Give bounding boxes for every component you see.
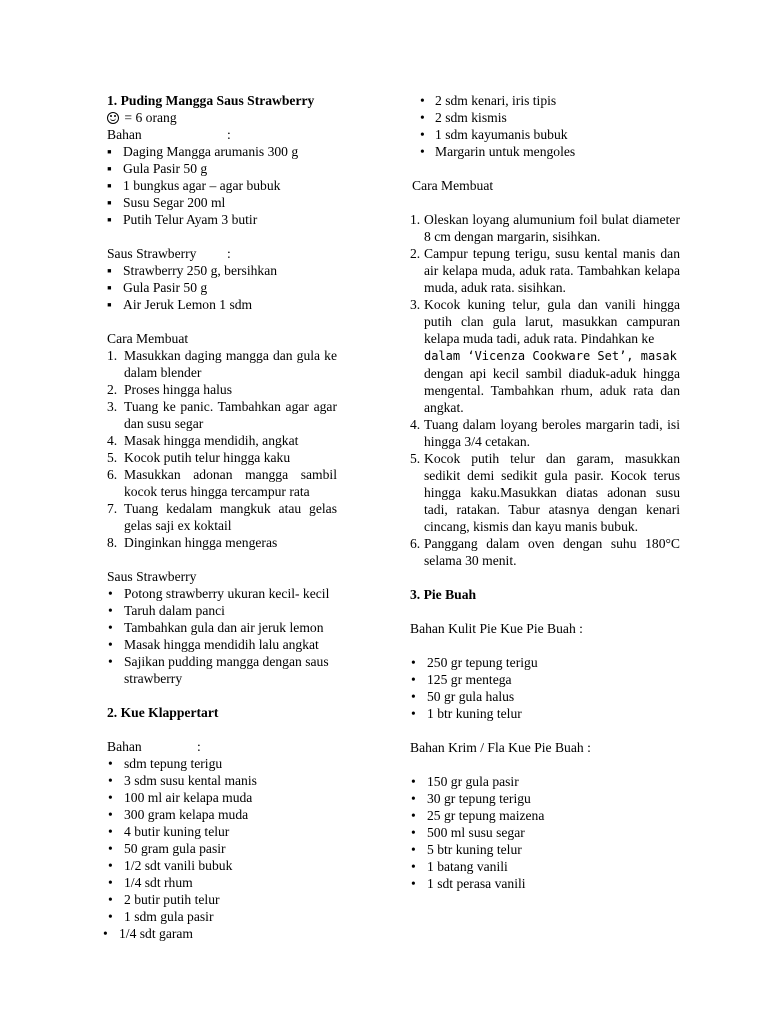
list-item: ▪ Putih Telur Ayam 3 butir: [107, 211, 337, 228]
step-item: [107, 432, 337, 449]
recipe-2-steps: [410, 211, 680, 569]
list-item: • 300 gram kelapa muda: [107, 806, 337, 823]
step-item: [410, 296, 680, 416]
recipe-2-bahan-list: [107, 755, 337, 925]
list-item: • 1 sdt perasa vanili: [410, 875, 680, 892]
step-text: Dinginkan hingga mengeras: [124, 535, 278, 550]
step-number: 5.: [107, 450, 118, 465]
step-number: 1.: [107, 348, 118, 363]
right-column: [410, 92, 680, 892]
step-item: [107, 347, 337, 381]
recipe-1-bahan-list: [107, 143, 337, 228]
recipe-1-bahan-label: Bahan :: [107, 127, 231, 142]
step-number: 2.: [410, 246, 421, 261]
list-item: • 125 gr mentega: [410, 671, 680, 688]
step-text-tail: dengan api kecil sambil diaduk-aduk hingga mengental. Tambahkan rhum, aduk rata dan angkat.: [424, 366, 680, 415]
recipe-1-steps: [107, 347, 337, 551]
list-item: • 1/4 sdt garam: [102, 925, 337, 942]
step-text: Tuang ke panic. Tambahkan agar agar dan susu segar: [124, 399, 337, 431]
list-item: • Tambahkan gula dan air jeruk lemon: [107, 619, 337, 636]
step-text: Kocok putih telur hingga kaku: [124, 450, 291, 465]
list-item: • 2 sdm kenari, iris tipis: [410, 92, 680, 109]
step-item: [107, 534, 337, 551]
serving-text: = 6 orang: [124, 110, 177, 125]
step-item: [410, 535, 680, 569]
step-item: [410, 211, 680, 245]
step-number: 5.: [410, 451, 421, 466]
list-item: • 25 gr tepung maizena: [410, 807, 680, 824]
step-number: 2.: [107, 382, 118, 397]
step-text: Tuang kedalam mangkuk atau gelas gelas saji ex koktail: [124, 501, 337, 533]
step-item: [107, 449, 337, 466]
step-item: [410, 416, 680, 450]
list-item: ▪ 1 bungkus agar – agar bubuk: [107, 177, 337, 194]
step-text: Masukkan adonan mangga sambil kocok terus hingga tercampur rata: [124, 467, 337, 499]
list-item: • 50 gram gula pasir: [107, 840, 337, 857]
step-number: 8.: [107, 535, 118, 550]
list-item: • 1/2 sdt vanili bubuk: [107, 857, 337, 874]
step-text: Kocok kuning telur, gula dan vanili hingga putih clan gula larut, masukkan campuran kelapa muda tadi, aduk rata. Pindahkan ke: [424, 297, 680, 346]
recipe-2-cara-label: Cara Membuat: [412, 178, 494, 193]
recipe-3-krim-list: [410, 773, 680, 892]
list-item: • 4 butir kuning telur: [107, 823, 337, 840]
step-text-mono: dalam ‘Vicenza Cookware Set’, masak: [424, 349, 677, 363]
step-item: [410, 450, 680, 535]
list-item: • Masak hingga mendidih lalu angkat: [107, 636, 337, 653]
recipe-1-saus2-label: Saus Strawberry: [107, 569, 197, 584]
recipe-1-cara-label: Cara Membuat: [107, 331, 189, 346]
recipe-1-serving: [107, 109, 337, 126]
step-number: 4.: [107, 433, 118, 448]
list-item: • 150 gr gula pasir: [410, 773, 680, 790]
list-item: • 1 sdm gula pasir: [107, 908, 337, 925]
list-item: • sdm tepung terigu: [107, 755, 337, 772]
list-item: • 500 ml susu segar: [410, 824, 680, 841]
list-item: • 2 butir putih telur: [107, 891, 337, 908]
list-item: ▪ Gula Pasir 50 g: [107, 160, 337, 177]
smiley-icon: [107, 112, 119, 124]
recipe-3-title: 3. Pie Buah: [410, 587, 477, 602]
recipe-3-kulit-list: [410, 654, 680, 722]
step-text: Kocok putih telur dan garam, masukkan sedikit demi sedikit gula pasir. Kocok terus hingga kaku.Masukkan diatas adonan susu tadi, ratakan. Tabur atasnya dengan kenari cincang, kismis dan kayu manis bubuk.: [424, 451, 680, 534]
step-number: 4.: [410, 417, 421, 432]
list-item: • 1 batang vanili: [410, 858, 680, 875]
list-item: • 1 sdm kayumanis bubuk: [410, 126, 680, 143]
list-item: • 50 gr gula halus: [410, 688, 680, 705]
recipe-1-saus2-list: [107, 585, 337, 687]
recipe-1-title: 1. Puding Mangga Saus Strawberry: [107, 93, 315, 108]
list-item: • Potong strawberry ukuran kecil- kecil: [107, 585, 337, 602]
list-item: • 250 gr tepung terigu: [410, 654, 680, 671]
list-item: • 1/4 sdt rhum: [107, 874, 337, 891]
step-text: Oleskan loyang alumunium foil bulat diameter 8 cm dengan margarin, sisihkan.: [424, 212, 680, 244]
recipe-3-kulit-label: Bahan Kulit Pie Kue Pie Buah :: [410, 621, 583, 636]
list-item: ▪ Daging Mangga arumanis 300 g: [107, 143, 337, 160]
step-text: Campur tepung terigu, susu kental manis dan air kelapa muda, aduk rata. Tambahkan kelapa muda, aduk rata. sisihkan.: [424, 246, 680, 295]
step-number: 3.: [107, 399, 118, 414]
list-item: ▪ Gula Pasir 50 g: [107, 279, 337, 296]
recipe-2-title: 2. Kue Klappertart: [107, 705, 219, 720]
step-item: [410, 245, 680, 296]
list-item: • Sajikan pudding mangga dengan saus strawberry: [107, 653, 337, 687]
step-number: 6.: [107, 467, 118, 482]
list-item: ▪ Air Jeruk Lemon 1 sdm: [107, 296, 337, 313]
recipe-2-bahan-label: Bahan :: [107, 739, 201, 754]
recipe-1-saus-label: Saus Strawberry :: [107, 246, 231, 261]
recipe-3-krim-label: Bahan Krim / Fla Kue Pie Buah :: [410, 740, 591, 755]
list-item: • Margarin untuk mengoles: [410, 143, 680, 160]
recipe-1-saus-list: [107, 262, 337, 313]
step-text: Masukkan daging mangga dan gula ke dalam blender: [124, 348, 337, 380]
step-text: Proses hingga halus: [124, 382, 232, 397]
list-item: • 2 sdm kismis: [410, 109, 680, 126]
step-number: 7.: [107, 501, 118, 516]
list-item: • 30 gr tepung terigu: [410, 790, 680, 807]
list-item: • 5 btr kuning telur: [410, 841, 680, 858]
step-item: [107, 466, 337, 500]
step-item: [107, 398, 337, 432]
list-item: ▪ Strawberry 250 g, bersihkan: [107, 262, 337, 279]
list-item: • 3 sdm susu kental manis: [107, 772, 337, 789]
step-number: 6.: [410, 536, 421, 551]
step-text: Masak hingga mendidih, angkat: [124, 433, 299, 448]
recipe-2-bahan-last: [102, 925, 337, 942]
list-item: ▪ Susu Segar 200 ml: [107, 194, 337, 211]
list-item: • 1 btr kuning telur: [410, 705, 680, 722]
step-number: 3.: [410, 297, 421, 312]
step-item: [107, 381, 337, 398]
left-column: [107, 92, 337, 942]
step-number: 1.: [410, 212, 421, 227]
list-item: • 100 ml air kelapa muda: [107, 789, 337, 806]
step-item: [107, 500, 337, 534]
list-item: • Taruh dalam panci: [107, 602, 337, 619]
recipe-2-bahan-cont-list: [410, 92, 680, 160]
step-text: Panggang dalam oven dengan suhu 180°C selama 30 menit.: [424, 536, 680, 568]
step-text: Tuang dalam loyang beroles margarin tadi, isi hingga 3/4 cetakan.: [424, 417, 680, 449]
